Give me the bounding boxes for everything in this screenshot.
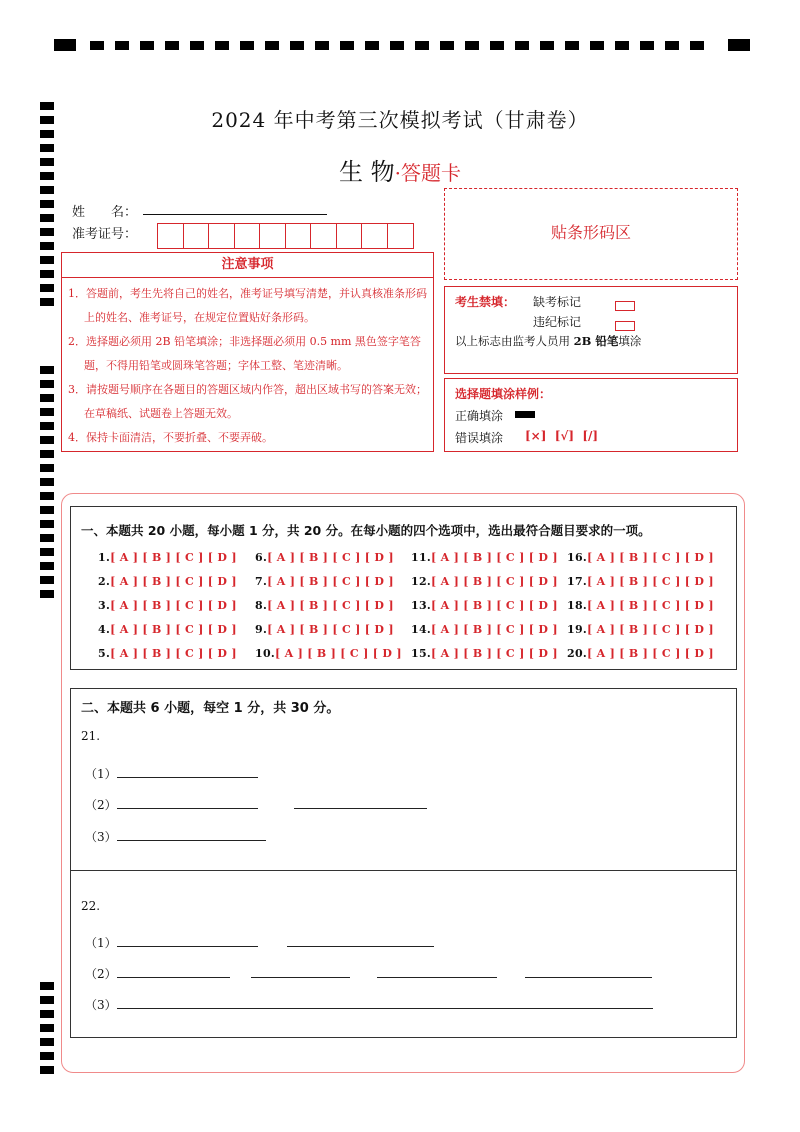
notice-heading: 注意事项 [62, 253, 433, 278]
forbidden-title: 考生禁填： [455, 295, 516, 309]
timing-mark [40, 492, 54, 500]
wrong-label: 错误填涂 [455, 431, 504, 445]
timing-mark [40, 284, 54, 292]
id-digit-box[interactable] [311, 224, 337, 248]
timing-mark [40, 408, 54, 416]
question-number: 8. [255, 599, 268, 612]
note-bold: 2B 铅笔 [573, 334, 619, 348]
answer-options[interactable]: [ A ] [ B ] [ C ] [ D ] [275, 647, 402, 660]
timing-mark [40, 422, 54, 430]
timing-mark [465, 41, 479, 50]
answer-options[interactable]: [ A ] [ B ] [ C ] [ D ] [267, 551, 394, 564]
question-number: 14. [411, 623, 432, 636]
question-19[interactable] [567, 623, 714, 636]
question-number: 5. [98, 647, 111, 660]
timing-mark [40, 1066, 54, 1074]
timing-mark [40, 478, 54, 486]
question-number: 6. [255, 551, 268, 564]
timing-mark [40, 186, 54, 194]
section-heading: 二、本题共 6 小题，每空 1 分，共 30 分。 [81, 701, 340, 716]
id-digit-box[interactable] [362, 224, 388, 248]
timing-mark [640, 41, 654, 50]
section-choice [70, 506, 737, 670]
question-20[interactable] [567, 647, 714, 660]
section-heading: 一、本题共 20 小题，每小题 1 分，共 20 分。在每小题的四个选项中，选出最符合题目要求的一项。 [81, 523, 651, 538]
answer-options[interactable]: [ A ] [ B ] [ C ] [ D ] [267, 575, 394, 588]
timing-mark [115, 41, 129, 50]
question-2[interactable] [98, 575, 237, 588]
question-16[interactable] [567, 551, 714, 564]
question-number: 4. [98, 623, 111, 636]
question-number: 12. [411, 575, 432, 588]
timing-mark [40, 200, 54, 208]
question-22-number: 22. [81, 899, 101, 913]
question-21-number: 21. [81, 729, 101, 743]
q22-answer-line[interactable] [525, 977, 652, 978]
answer-options[interactable]: [ A ] [ B ] [ C ] [ D ] [431, 551, 558, 564]
id-label: 准考证号： [72, 227, 138, 242]
question-number: 17. [567, 575, 588, 588]
question-number: 20. [567, 647, 588, 660]
answer-options[interactable]: [ A ] [ B ] [ C ] [ D ] [267, 623, 394, 636]
q22-answer-line[interactable] [287, 946, 434, 947]
note-text: 填涂 [618, 334, 642, 348]
subject-name: 生 物 [339, 158, 395, 186]
question-18[interactable] [567, 599, 714, 612]
timing-mark [540, 41, 554, 50]
name-field[interactable] [143, 214, 327, 215]
question-number: 13. [411, 599, 432, 612]
answer-options[interactable]: [ A ] [ B ] [ C ] [ D ] [587, 575, 714, 588]
timing-mark [215, 41, 229, 50]
question-6[interactable] [255, 551, 394, 564]
divider [71, 870, 736, 871]
answer-options[interactable]: [ A ] [ B ] [ C ] [ D ] [431, 575, 558, 588]
timing-mark [40, 1024, 54, 1032]
section-fill-in [70, 688, 737, 1038]
question-number: 10. [255, 647, 276, 660]
question-8[interactable] [255, 599, 394, 612]
timing-mark [490, 41, 504, 50]
q21-answer-line[interactable] [117, 777, 258, 778]
question-13[interactable] [411, 599, 558, 612]
timing-mark [690, 41, 704, 50]
answer-options[interactable]: [ A ] [ B ] [ C ] [ D ] [110, 599, 237, 612]
question-number: 3. [98, 599, 111, 612]
answer-options[interactable]: [ A ] [ B ] [ C ] [ D ] [587, 647, 714, 660]
timing-mark [290, 41, 304, 50]
timing-mark [265, 41, 279, 50]
wrong-marks: [×] [√] [/] [525, 429, 599, 443]
q22-answer-line[interactable] [117, 946, 258, 947]
timing-mark [40, 996, 54, 1004]
timing-mark [40, 380, 54, 388]
id-digit-box[interactable] [286, 224, 312, 248]
q21-part-3-label: （3） [85, 830, 117, 844]
timing-mark [40, 436, 54, 444]
q21-answer-line[interactable] [117, 808, 258, 809]
timing-mark [40, 394, 54, 402]
answer-options[interactable]: [ A ] [ B ] [ C ] [ D ] [587, 623, 714, 636]
timing-mark [40, 548, 54, 556]
answer-options[interactable]: [ A ] [ B ] [ C ] [ D ] [587, 551, 714, 564]
answer-options[interactable]: [ A ] [ B ] [ C ] [ D ] [431, 647, 558, 660]
notice-panel [61, 252, 434, 452]
answer-options[interactable]: [ A ] [ B ] [ C ] [ D ] [431, 599, 558, 612]
timing-mark [390, 41, 404, 50]
q22-part-3-label: （3） [85, 998, 117, 1012]
question-number: 15. [411, 647, 432, 660]
question-number: 7. [255, 575, 268, 588]
absent-mark-box[interactable] [615, 295, 635, 314]
question-number: 2. [98, 575, 111, 588]
id-digit-box[interactable] [337, 224, 363, 248]
correct-label: 正确填涂 [455, 409, 504, 423]
question-14[interactable] [411, 623, 558, 636]
timing-mark [54, 39, 76, 51]
timing-mark [90, 41, 104, 50]
sample-title: 选择题填涂样例： [455, 387, 552, 401]
notice-item: 4．保持卡面清洁，不要折叠、不要弄破。 [68, 431, 273, 444]
correct-fill-sample [515, 411, 535, 418]
timing-mark [40, 228, 54, 236]
name-label: 姓 名： [72, 205, 138, 220]
timing-mark [165, 41, 179, 50]
q22-part-2-label: （2） [85, 967, 117, 981]
timing-mark [240, 41, 254, 50]
q22-answer-line[interactable] [117, 1008, 653, 1009]
timing-mark [40, 366, 54, 374]
id-digit-box[interactable] [235, 224, 261, 248]
timing-mark [40, 1010, 54, 1018]
timing-mark [40, 450, 54, 458]
timing-mark [40, 464, 54, 472]
q22-part-1-label: （1） [85, 936, 117, 950]
timing-mark [515, 41, 529, 50]
q21-answer-line[interactable] [294, 808, 427, 809]
answer-options[interactable]: [ A ] [ B ] [ C ] [ D ] [587, 599, 714, 612]
id-digit-box[interactable] [260, 224, 286, 248]
notice-item: 2．选择题必须用 2B 铅笔填涂；非选择题必须用 0.5 mm 黑色签字笔答题，不得用铅笔或圆珠笔答题；字体工整、笔迹清晰。 [68, 335, 421, 372]
question-12[interactable] [411, 575, 558, 588]
answer-options[interactable]: [ A ] [ B ] [ C ] [ D ] [431, 623, 558, 636]
note-text: 以上标志由监考人员用 [455, 334, 574, 348]
timing-mark [40, 1038, 54, 1046]
timing-mark [590, 41, 604, 50]
question-15[interactable] [411, 647, 558, 660]
answer-options[interactable]: [ A ] [ B ] [ C ] [ D ] [110, 551, 237, 564]
fill-sample-panel [444, 378, 738, 452]
id-digit-box[interactable] [209, 224, 235, 248]
question-5[interactable] [98, 647, 237, 660]
absent-label: 缺考标记 [533, 295, 582, 309]
q21-part-1-label: （1） [85, 767, 117, 781]
timing-mark [40, 242, 54, 250]
id-digit-box[interactable] [388, 224, 414, 248]
subject-title [0, 152, 800, 187]
timing-mark [728, 39, 750, 51]
question-17[interactable] [567, 575, 714, 588]
forbidden-panel [444, 286, 738, 374]
barcode-area: 贴条形码区 [444, 188, 738, 280]
question-1[interactable] [98, 551, 237, 564]
timing-mark [40, 270, 54, 278]
timing-mark [340, 41, 354, 50]
answer-options[interactable]: [ A ] [ B ] [ C ] [ D ] [267, 599, 394, 612]
timing-mark [190, 41, 204, 50]
question-number: 11. [411, 551, 432, 564]
timing-mark [40, 534, 54, 542]
question-number: 18. [567, 599, 588, 612]
timing-mark [140, 41, 154, 50]
question-3[interactable] [98, 599, 237, 612]
timing-mark [40, 562, 54, 570]
question-number: 1. [98, 551, 111, 564]
id-digit-box[interactable] [158, 224, 184, 248]
page-title: 2024 年中考第三次模拟考试（甘肃卷） [211, 108, 589, 132]
q21-answer-line[interactable] [117, 840, 266, 841]
timing-mark [40, 214, 54, 222]
q21-part-2-label: （2） [85, 798, 117, 812]
forbidden-note [455, 333, 641, 349]
timing-mark [440, 41, 454, 50]
notice-item: 3．请按题号顺序在各题目的答题区域内作答，超出区域书写的答案无效；在草稿纸、试题卷上答题无效。 [68, 383, 427, 420]
answer-options[interactable]: [ A ] [ B ] [ C ] [ D ] [110, 575, 237, 588]
question-4[interactable] [98, 623, 237, 636]
question-number: 16. [567, 551, 588, 564]
timing-mark [40, 256, 54, 264]
timing-mark [40, 576, 54, 584]
q22-answer-line[interactable] [117, 977, 230, 978]
q22-answer-line[interactable] [377, 977, 497, 978]
answer-options[interactable]: [ A ] [ B ] [ C ] [ D ] [110, 647, 237, 660]
q22-answer-line[interactable] [251, 977, 350, 978]
timing-mark [40, 1052, 54, 1060]
question-9[interactable] [255, 623, 394, 636]
timing-mark [40, 144, 54, 152]
answer-options[interactable]: [ A ] [ B ] [ C ] [ D ] [110, 623, 237, 636]
timing-mark [40, 982, 54, 990]
question-number: 9. [255, 623, 268, 636]
question-10[interactable] [255, 647, 402, 660]
question-number: 19. [567, 623, 588, 636]
timing-mark [40, 506, 54, 514]
question-11[interactable] [411, 551, 558, 564]
timing-mark [365, 41, 379, 50]
timing-mark [40, 520, 54, 528]
timing-mark [40, 590, 54, 598]
timing-mark [40, 298, 54, 306]
question-7[interactable] [255, 575, 394, 588]
timing-mark [615, 41, 629, 50]
notice-item: 1．答题前，考生先将自己的姓名，准考证号填写清楚，并认真核准条形码上的姓名、准考证号，在规定位置贴好条形码。 [68, 287, 427, 324]
timing-mark [665, 41, 679, 50]
id-digit-box[interactable] [184, 224, 210, 248]
timing-mark [415, 41, 429, 50]
timing-mark [315, 41, 329, 50]
violation-label: 违纪标记 [533, 315, 582, 329]
subject-subtitle: ·答题卡 [394, 161, 461, 185]
violation-mark-box[interactable] [615, 315, 635, 334]
exam-id-boxes[interactable] [157, 223, 414, 249]
timing-mark [565, 41, 579, 50]
